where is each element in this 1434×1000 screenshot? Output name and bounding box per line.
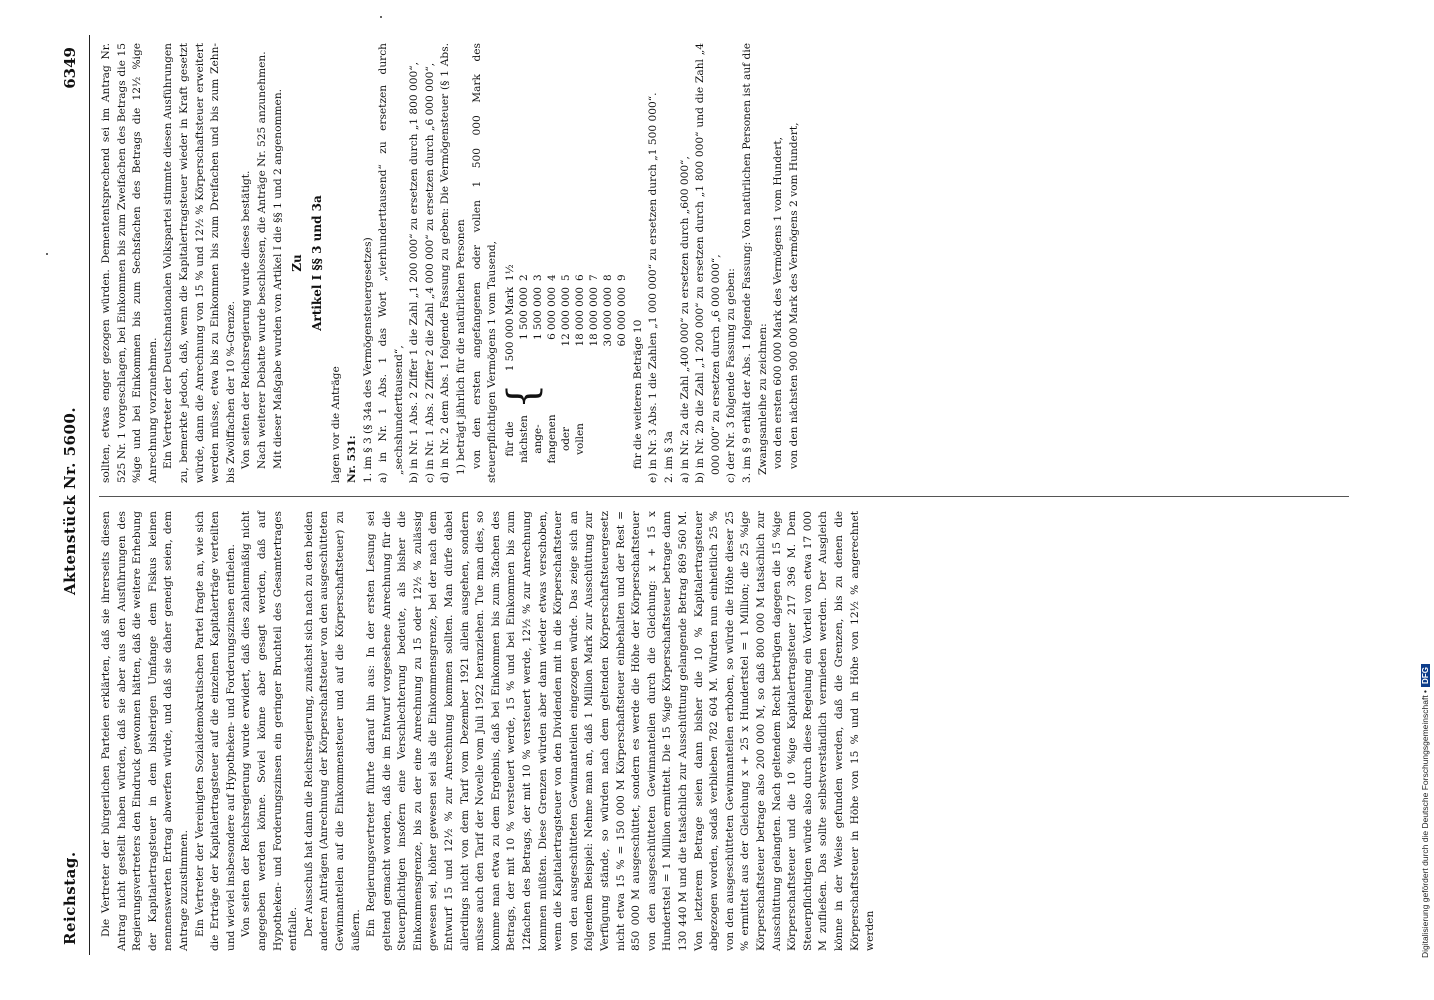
zu-heading: Zu bbox=[290, 254, 305, 272]
list-item: a) in Nr. 2a die Zahl „400 000“ zu ersetzen durch „600 000“, bbox=[678, 156, 691, 483]
list-item: b) in Nr. 2b die Zahl „1 200 000“ zu ersetzen durch „1 800 000“ und die Zahl „4 000 000“ zu ersetzen durch „6 000 000“, bbox=[694, 43, 722, 483]
table-cell-rate: 3 bbox=[531, 274, 544, 281]
brace-glyph: { bbox=[499, 383, 546, 409]
table-cell-amount: 18 000 000 bbox=[587, 287, 600, 347]
table-row bbox=[587, 121, 601, 397]
table-row bbox=[615, 121, 629, 397]
table-label-line: ange- bbox=[531, 424, 544, 454]
paragraph: Von seiten der Reichsregierung wurde dieses bestätigt. bbox=[240, 170, 253, 469]
tax-rate-table bbox=[499, 43, 629, 469]
table-cell-rate: 1½ bbox=[503, 264, 516, 281]
paragraph: Ein Regierungsvertreter führte darauf hin aus: In der ersten Lesung sei geltend gemacht worden, daß die im Entwurf vorgesehene Anrechnung für die Steuerpflichtigen insofern eine Verschlechterung bedeute, als bisher die Einkommensgrenze, bis zu der eine Anrechnung zu 15 oder 12½ % zulässig gewesen sei, höher gewesen sei als die Einkommensgrenze, bei der nach dem Entwurf 15 und 12½ % zur Anrechnung kommen sollten. Man dürfe dabei allerdings nicht von dem Tarif vom Dezember 1921 allein ausgehen, sondern müsse auch den Tarif der Novelle vom Juli 1922 heranziehen. Tue man dies, so komme man etwa zu dem Ergebnis, daß bei Einkommen bis zum 3fachen des Betrags, der mit 10 % versteuert werde, 15 % und bei Einkommen bis zum 12fachen des Betrags, der mit 10 % versteuert werde, 12½ % zur Anrechnung kommen müßten. Diese Grenzen würden aber dann wieder etwas verschoben, wenn die Kapitalertragsteuer von den Dividenden mit in die Körperschaftsteuer von den ausgeschütteten Gewinnanteilen eingezogen würde. Das zeige sich an folgendem Beispiel: Nehme man an, daß 1 Million Mark zur Ausschüttung zur Verfügung stände, so würden nach dem geltenden Körperschaftsteuergesetz nicht etwa 15 % = 150 000 M Körperschaftsteuer einbehalten und der Rest = 850 000 M ausgeschüttet, sondern es werde die Höhe der Körperschaftsteuer von den ausgeschütteten Gewinnanteilen durch die Gleichung: x + 15 x Hundertstel = 1 Million ermittelt. Die 15 %ige Körperschaftsteuer betrage dann 130 440 M und die tatsächlich zur Ausschüttung gelangende Betrag 869 560 M. Von letzterem Betrage seien dann bisher die 10 % Kapitalertragsteuer abgezogen worden, sodaß verblieben 782 604 M. Würden nun einheitlich 25 % von den ausgeschütteten Gewinnanteilen erhoben, so würde die Höhe dieser 25 % ermittelt aus der Gleichung x + 25 x Hundertstel = 1 Million; die 25 %ige Körperschaftsteuer betrage also 200 000 M, so daß 800 000 M tatsächlich zur Ausschüttung gelangten. Nach geltendem Recht betrügen dagegen die 15 %ige Körperschaftsteuer und die 10 %ige Kapitalertragsteuer 217 396 M. Dem Steuerpflichtigen würde also durch diese Regelung ein Vorteil von etwa 17 000 M zufließen. Das sollte selbstverständlich vermieden werden. Der Ausgleich könne in der Weise gefunden werden, daß die Grenzen, bis zu denen die Körperschaftsteuer in Höhe von 15 % und in Höhe von 12½ % angerechnet werden bbox=[365, 511, 877, 951]
credit-text bbox=[1420, 24, 1430, 958]
digitization-credit bbox=[1418, 10, 1432, 990]
table-row bbox=[517, 121, 531, 397]
paragraph: Mit dieser Maßgabe wurden von Artikel I die §§ 1 und 2 angenommen. bbox=[271, 88, 284, 469]
table-footer-line: für die weiteren Beträge 10 bbox=[631, 319, 644, 469]
paragraph: Von seiten der Reichsregierung wurde erwidert, daß dies zahlenmäßig nicht angegeben werden könne. Soviel könne aber gesagt werden, daß auf Hypotheken- und Forderungszinsen ein geringer Bruchteil des Gesamtertrages entfalle. bbox=[240, 511, 300, 951]
list-item: a) in Nr. 1 Abs. 1 das Wort „vierhunderttausend“ zu ersetzen durch „sechshunderttausend“, bbox=[377, 43, 405, 483]
list-item: d) in Nr. 2 dem Abs. 1 folgende Fassung zu geben: Die Vermögensteuer (§ 1 Abs. 1) beträgt jährlich für die natürlichen Personen bbox=[439, 43, 468, 483]
table-cell-rate: 8 bbox=[601, 274, 614, 281]
page-header bbox=[55, 35, 90, 955]
list-item: von den ersten 600 000 Mark des Vermögens 1 vom Hundert, bbox=[772, 137, 785, 469]
table-cell-rate: 9 bbox=[615, 274, 628, 281]
article-heading: Artikel I §§ 3 und 3a bbox=[309, 195, 324, 331]
paragraph: sollten, etwas enger gezogen würden. Demententsprechend sei im Antrag Nr. 525 Nr. 1 vorgeschlagen, bei Einkommen bis zum Zweifachen des Betrags die 15 %ige und bei Einkommen bis zum Sechsfachen des Betrags die 12½ %ige Anrechnung vorzunehmen. bbox=[100, 43, 159, 483]
header-left-title: Reichstag. bbox=[61, 851, 79, 945]
scan-speck bbox=[380, 16, 382, 18]
right-text-column bbox=[99, 43, 1349, 483]
table-label-line: für die bbox=[503, 421, 516, 457]
paragraph: Ein Vertreter der Deutschnationalen Volkspartei stimmte diesen Ausführungen zu, bemerkte jedoch, daß, wenn die Kapitalertragsteuer wieder in Kraft gesetzt würde, dann die Anrechnung von 15 % und 12½ % Körperschaftsteuer erweitert werden müsse, etwa bis zu Einkommen bis zum Dreifachen und bis zum Zehn- bis Zwölffachen der 10 %-Grenze. bbox=[162, 43, 237, 483]
credit-label: Digitalisierung gefördert durch die Deutsche Forschungsgemeinschaft • bbox=[1420, 689, 1430, 958]
list-item: 1. im § 3 (§ 34a des Vermögensteuergesetzes) bbox=[361, 237, 374, 483]
table-cell-rate: 6 bbox=[573, 274, 586, 281]
table-cell-amount: 1 500 000 bbox=[531, 287, 544, 340]
header-document-number: Aktenstück Nr. 5600. bbox=[61, 406, 79, 595]
motions-line: lagen vor die Anträge bbox=[330, 366, 343, 483]
table-row bbox=[601, 121, 615, 397]
column-divider bbox=[99, 496, 1349, 497]
table-row bbox=[545, 121, 559, 397]
table-label-line: fangenen bbox=[545, 414, 558, 464]
list-item: e) in Nr. 3 Abs. 1 die Zahlen „1 000 000“ zu ersetzen durch „1 500 000“. bbox=[647, 92, 660, 483]
scan-speck bbox=[46, 253, 48, 255]
table-cell-amount: 6 000 000 bbox=[545, 287, 558, 340]
paragraph: Nach weiterer Debatte wurde beschlossen, die Anträge Nr. 525 anzunehmen. bbox=[255, 51, 268, 469]
table-cell-rate: 5 bbox=[559, 274, 572, 281]
table-row-label bbox=[503, 409, 629, 469]
list-item: c) in Nr. 1 Abs. 2 Ziffer 2 die Zahl „4 000 000“ zu ersetzen durch „6 000 000“, bbox=[423, 62, 436, 483]
dfg-logo: DFG bbox=[1421, 664, 1430, 687]
table-cell-amount: 60 000 000 bbox=[615, 287, 628, 347]
paragraph: Der Ausschuß hat dann die Reichsregierung, zunächst sich nach zu den beiden anderen Anträgen (Anrechnung der Körperschaftsteuer von den ausgeschütteten Gewinnanteilen auf die Einkommensteuer und auf die Körperschaftsteuer) zu äußern. bbox=[302, 511, 362, 951]
table-cell-amount: 30 000 000 bbox=[601, 287, 614, 347]
list-item: von den nächsten 900 000 Mark des Vermögens 2 vom Hundert, bbox=[787, 122, 800, 469]
list-item: b) in Nr. 1 Abs. 2 Ziffer 1 die Zahl „1 200 000“ zu ersetzen durch „1 800 000“, bbox=[408, 61, 421, 483]
table-label-line: nächsten bbox=[517, 415, 530, 463]
left-text-column bbox=[99, 511, 1349, 951]
table-cell-amount: 1 500 000 bbox=[517, 287, 530, 340]
table-label-line: vollen bbox=[573, 423, 586, 455]
list-item: 2. im § 3a bbox=[663, 431, 676, 483]
table-cell-amount: 1 500 000 Mark bbox=[503, 287, 516, 372]
table-cell-amount: 18 000 000 bbox=[573, 287, 586, 347]
paragraph: Ein Vertreter der Vereinigten Sozialdemokratischen Partei fragte an, wie sich die Erträge der Kapitalertragsteuer auf die einzelnen Kapitalerträge verteilten und wieviel insbesondere auf Hypotheken- und Forderungszinsen entfielen. bbox=[193, 511, 237, 951]
paragraph: Die Vertreter der bürgerlichen Parteien erklärten, daß sie ihrerseits diesen Antrag nicht gestellt haben würden, daß sie aber aus den Ausführungen des Regierungsvertreters den Eindruck gewonnen hätten, daß die weitere Erhebung der Kapitalertragsteuer in dem bisherigen Umfange dem Fiskus keinen nennenswerten Ertrag abwerfen würde, und daß sie daher geneigt seien, dem Antrage zuzustimmen. bbox=[100, 511, 190, 951]
header-page-number: 6349 bbox=[61, 47, 79, 89]
table-row bbox=[559, 121, 573, 397]
list-item: von den ersten angefangenen oder vollen 1 500 000 Mark des steuerpflichtigen Vermögens 1 vom Tausend, bbox=[470, 43, 499, 483]
table-row bbox=[573, 121, 587, 397]
table-row bbox=[503, 121, 517, 397]
table-cell-rate: 7 bbox=[587, 274, 600, 281]
table-cell-rate: 2 bbox=[517, 274, 530, 281]
table-cell-amount: 12 000 000 bbox=[559, 287, 572, 347]
list-item: 3. im § 9 erhält der Abs. 1 folgende Fassung: Von natürlichen Personen ist auf die Zwangsanleihe zu zeichnen: bbox=[741, 43, 769, 483]
list-item: c) der Nr. 3 folgende Fassung zu geben: bbox=[725, 268, 738, 483]
motion-number: Nr. 531: bbox=[345, 435, 358, 483]
table-row bbox=[531, 121, 545, 397]
rotated-document-page bbox=[55, 35, 1365, 955]
table-cell-rate: 4 bbox=[545, 274, 558, 281]
table-label-line: oder bbox=[559, 426, 572, 452]
